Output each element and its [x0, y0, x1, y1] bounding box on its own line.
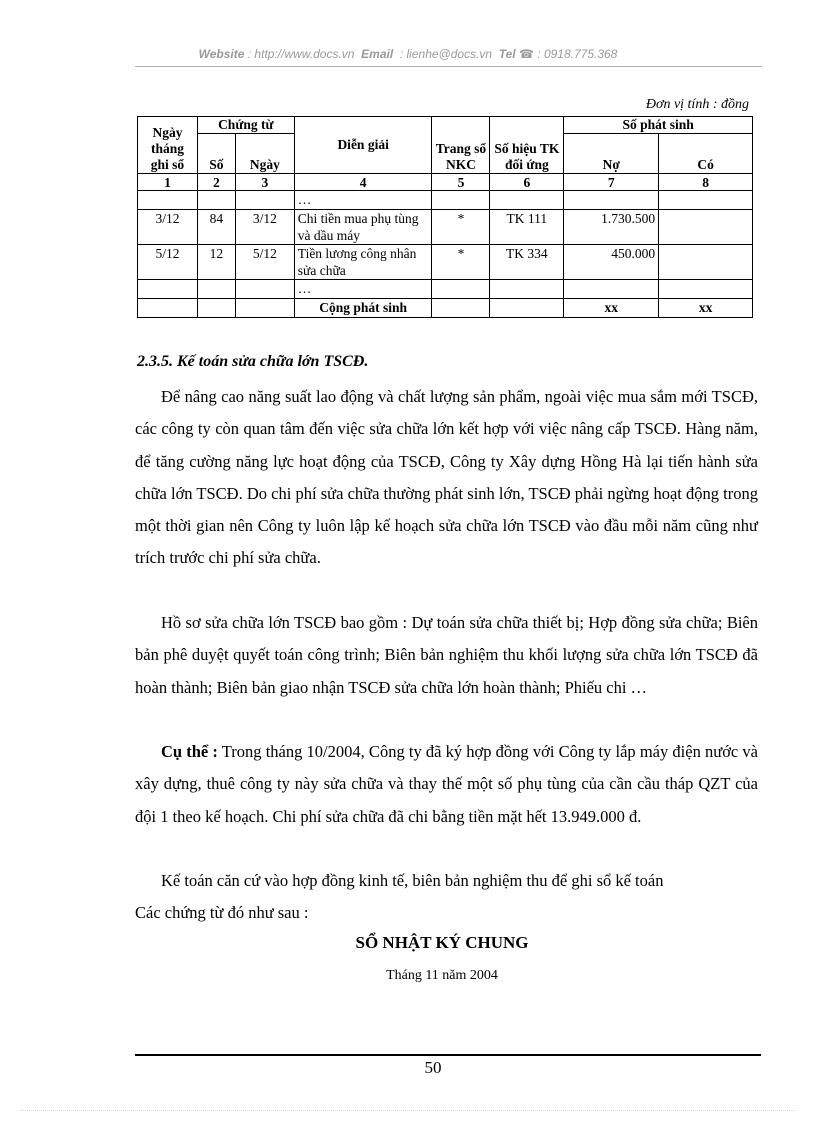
total-row: [138, 299, 753, 318]
footer-divider: [135, 1054, 761, 1056]
cell-account: TK 334: [490, 245, 564, 280]
cell-voucher-date: [235, 191, 294, 210]
header-date: Ngày tháng ghi sổ: [138, 117, 198, 174]
cell-account: [490, 191, 564, 210]
section-title: 2.3.5. Kế toán sửa chữa lớn TSCĐ.: [137, 353, 369, 370]
col-number: 7: [564, 174, 659, 191]
unit-note: Đơn vị tính : đồng: [645, 97, 749, 112]
col-number: 1: [138, 174, 198, 191]
cell-credit: [659, 245, 753, 280]
col-number: 6: [490, 174, 564, 191]
cell-credit: [659, 280, 753, 299]
cell-description: …: [294, 191, 432, 210]
col-number: 4: [294, 174, 432, 191]
total-label: Cộng phát sinh: [294, 299, 432, 318]
cell-date: 3/12: [138, 210, 198, 245]
cell-debit: [564, 191, 659, 210]
header-description: Diễn giải: [294, 117, 432, 174]
cell-voucher-date: [235, 280, 294, 299]
cell-date: 5/12: [138, 245, 198, 280]
total-debit: xx: [564, 299, 659, 318]
header-voucher: Chứng từ: [197, 117, 294, 134]
page-bottom-border: [20, 1110, 796, 1111]
website-label: Website: [198, 47, 245, 61]
ledger-table: [137, 116, 753, 318]
header-divider: [135, 66, 762, 67]
cell-debit: 1.730.500: [564, 210, 659, 245]
header-page-nkc: Trang sổ NKC: [432, 117, 490, 174]
header-debit: Nợ: [564, 134, 659, 174]
paragraph-3-text: Trong tháng 10/2004, Công ty đã ký hợp đồng với Công ty lắp máy điện nước và xây dựng, thuê công ty này sửa chữa và thay thế một số phụ tùng của cần cầu tháp QZT của đội 1 theo kế hoạch. Chi phí sửa chữa đã chi bằng tiền mặt hết 13.949.000 đ.: [135, 742, 758, 826]
paragraph-4: Kế toán căn cứ vào hợp đồng kinh tế, biên bản nghiệm thu để ghi sổ kế toán: [161, 871, 664, 890]
table-row: [138, 245, 753, 280]
page-number: 50: [424, 1058, 442, 1077]
cell-page: *: [432, 210, 490, 245]
page-header: [0, 47, 816, 61]
cell-description: Chi tiền mua phụ tùng và dầu máy: [294, 210, 432, 245]
email-value[interactable]: : lienhe@docs.vn: [399, 47, 493, 61]
header-credit: Có: [659, 134, 753, 174]
cell-date: [138, 191, 198, 210]
cell-voucher-no: 12: [197, 245, 235, 280]
total-credit: xx: [659, 299, 753, 318]
paragraph-2: Hồ sơ sửa chữa lớn TSCĐ bao gồm : Dự toán sửa chữa thiết bị; Hợp đồng sửa chữa; Biên bản phê duyệt quyết toán công trình; Biên bản nghiệm thu khối lượng sửa chữa lớn TSCĐ đã hoàn thành; Biên bản giao nhận TSCĐ sửa chữa lớn hoàn thành; Phiếu chi …: [135, 613, 758, 697]
cell-page: [432, 280, 490, 299]
cell-voucher-no: [197, 191, 235, 210]
cell-date: [138, 280, 198, 299]
col-number: 2: [197, 174, 235, 191]
column-number-row: [138, 174, 753, 191]
cell-voucher-date: 5/12: [235, 245, 294, 280]
table-row: [138, 191, 753, 210]
email-label: Email: [361, 47, 394, 61]
cell-account: TK 111: [490, 210, 564, 245]
cell-voucher-no: [197, 280, 235, 299]
cell-description: Tiền lương công nhân sửa chữa: [294, 245, 432, 280]
paragraph-1: Để nâng cao năng suất lao động và chất lượng sản phẩm, ngoài việc mua sắm mới TSCĐ, các công ty còn quan tâm đến việc sửa chữa lớn kết hợp với việc nâng cấp TSCĐ. Hàng năm, để tăng cường năng lực hoạt động của TSCĐ, Công ty Xây dựng Hồng Hà lại tiến hành sửa chữa lớn TSCĐ. Do chi phí sửa chữa thường phát sinh lớn, TSCĐ phải ngừng hoạt động trong một thời gian nên Công ty luôn lập kế hoạch sửa chữa lớn TSCĐ vào đầu mỗi năm cũng như trích trước chi phí sửa chữa.: [135, 387, 758, 568]
journal-title: SỔ NHẬT KÝ CHUNG: [355, 933, 529, 952]
tel-label: Tel: [498, 47, 516, 61]
paragraph-3-label: Cụ thể :: [161, 742, 218, 761]
cell-credit: [659, 191, 753, 210]
cell-description: …: [294, 280, 432, 299]
cell-credit: [659, 210, 753, 245]
cell-voucher-date: 3/12: [235, 210, 294, 245]
header-account: Số hiệu TK đối ứng: [490, 117, 564, 174]
col-number: 5: [432, 174, 490, 191]
cell-voucher-no: 84: [197, 210, 235, 245]
table-row: [138, 280, 753, 299]
cell-debit: [564, 280, 659, 299]
paragraph-3: [135, 736, 758, 833]
tel-value: ☎ : 0918.775.368: [519, 47, 618, 61]
cell-page: [432, 191, 490, 210]
journal-period: Tháng 11 năm 2004: [386, 968, 498, 983]
cell-account: [490, 280, 564, 299]
paragraph-5: Các chứng từ đó như sau :: [135, 903, 309, 922]
cell-debit: 450.000: [564, 245, 659, 280]
cell-page: *: [432, 245, 490, 280]
header-amount: Số phát sinh: [564, 117, 753, 134]
col-number: 8: [659, 174, 753, 191]
table-row: [138, 210, 753, 245]
col-number: 3: [235, 174, 294, 191]
header-voucher-no: Số: [197, 134, 235, 174]
website-value[interactable]: : http://www.docs.vn: [247, 47, 355, 61]
header-voucher-date: Ngày: [235, 134, 294, 174]
